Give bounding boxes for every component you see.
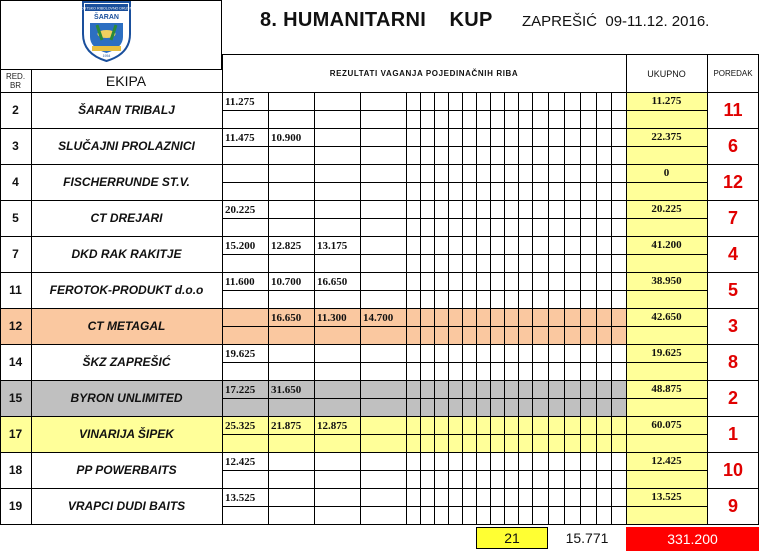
grid-line xyxy=(0,200,759,201)
fish-weight: 16.650 xyxy=(317,276,348,288)
grid-line xyxy=(626,92,627,524)
grid-line xyxy=(222,326,707,327)
grid-line xyxy=(0,272,759,273)
grid-line xyxy=(314,92,315,524)
fish-weight: 10.700 xyxy=(271,276,302,288)
team-place: 2 xyxy=(727,387,738,408)
team-place: 4 xyxy=(727,243,738,264)
grid-line xyxy=(222,54,759,55)
team-place: 3 xyxy=(727,315,738,336)
row-number: 2 xyxy=(12,103,19,117)
grid-line xyxy=(0,164,759,165)
grid-line xyxy=(0,308,759,309)
grid-line xyxy=(0,128,759,129)
grid-line xyxy=(0,380,759,381)
row-number: 18 xyxy=(8,463,23,477)
grid-line xyxy=(611,92,612,524)
team-total: 42.650 xyxy=(651,311,682,323)
fish-weight: 25.325 xyxy=(225,420,256,432)
team-name: CT DREJARI xyxy=(90,211,163,225)
row-number: 12 xyxy=(8,319,23,333)
grid-line xyxy=(0,488,759,489)
fish-weight: 14.700 xyxy=(363,312,394,324)
row-number: 11 xyxy=(9,283,22,297)
fish-weight: 21.875 xyxy=(271,420,302,432)
grid-line xyxy=(518,92,519,524)
team-place: 11 xyxy=(723,99,743,120)
grid-line xyxy=(0,416,759,417)
club-logo xyxy=(76,0,137,62)
logo-top-text: ŠPORTSKO RIBOLOVNO DRUŠTVO xyxy=(76,6,137,11)
row-number: 3 xyxy=(12,139,19,153)
grid-line xyxy=(476,92,477,524)
fish-weight: 31.650 xyxy=(271,384,302,396)
grid-line xyxy=(222,92,223,524)
grid-line xyxy=(448,92,449,524)
team-place: 1 xyxy=(727,423,738,444)
row-number: 5 xyxy=(12,211,19,225)
team-total: 13.525 xyxy=(651,491,682,503)
grid-line xyxy=(222,218,707,219)
team-name: VINARIJA ŠIPEK xyxy=(79,427,174,441)
fish-weight: 13.525 xyxy=(225,492,256,504)
team-total: 60.075 xyxy=(651,419,682,431)
logo-year: 1954 xyxy=(102,54,111,58)
grid-line xyxy=(707,54,708,524)
grid-line xyxy=(222,290,707,291)
row-number: 15 xyxy=(8,391,23,405)
fish-weight: 11.600 xyxy=(225,276,255,288)
fish-weight: 19.625 xyxy=(225,348,256,360)
fish-weight: 17.225 xyxy=(225,384,256,396)
row-number: 14 xyxy=(8,355,23,369)
header-ekipa: EKIPA xyxy=(105,73,147,89)
fish-weight: 11.300 xyxy=(317,312,347,324)
fish-weight: 20.225 xyxy=(225,204,256,216)
team-name: DKD RAK RAKITJE xyxy=(71,247,182,261)
grid-line xyxy=(434,92,435,524)
header-ukupno: UKUPNO xyxy=(647,68,686,79)
team-name: ŠKZ ZAPREŠIĆ xyxy=(82,355,171,369)
grid-line xyxy=(0,344,759,345)
header-poredak: POREDAK xyxy=(713,69,753,78)
grid-line xyxy=(0,92,759,93)
location-date: ZAPREŠIĆ 09-11.12. 2016. xyxy=(522,13,710,30)
grid-line xyxy=(268,92,269,524)
grid-line xyxy=(222,146,707,147)
fish-weight: 11.475 xyxy=(225,132,255,144)
grid-line xyxy=(360,92,361,524)
team-total: 20.225 xyxy=(651,203,682,215)
team-total: 48.875 xyxy=(651,383,682,395)
row-number: 19 xyxy=(8,499,23,513)
grid-line xyxy=(222,110,707,111)
team-name: FEROTOK-PRODUKT d.o.o xyxy=(49,283,204,297)
team-place: 9 xyxy=(727,495,738,516)
team-name: CT METAGAL xyxy=(87,319,166,333)
grid-line xyxy=(548,92,549,524)
fish-weight: 12.875 xyxy=(317,420,348,432)
grid-line xyxy=(490,92,491,524)
fish-weight: 11.275 xyxy=(225,96,255,108)
team-total: 19.625 xyxy=(651,347,682,359)
grid-line xyxy=(222,506,707,507)
grid-line xyxy=(222,254,707,255)
grid-line xyxy=(0,452,759,453)
team-total: 38.950 xyxy=(651,275,682,287)
team-place: 10 xyxy=(722,459,744,480)
team-total: 41.200 xyxy=(651,239,682,251)
team-place: 6 xyxy=(727,135,738,156)
team-total: 12.425 xyxy=(651,455,682,467)
team-name: FISCHERRUNDE ST.V. xyxy=(63,175,190,189)
team-place: 12 xyxy=(722,171,744,192)
grid-line xyxy=(222,470,707,471)
fish-weight: 16.650 xyxy=(271,312,302,324)
grid-line xyxy=(0,0,221,1)
average-weight: 15.771 xyxy=(565,530,609,546)
grid-line xyxy=(222,398,707,399)
fish-weight: 10.900 xyxy=(271,132,302,144)
fish-count: 21 xyxy=(476,527,548,549)
grid-line xyxy=(0,236,759,237)
team-total: 22.375 xyxy=(651,131,682,143)
team-place: 5 xyxy=(727,279,738,300)
team-total: 11.275 xyxy=(651,95,682,107)
grid-line xyxy=(0,524,759,525)
grid-line xyxy=(222,182,707,183)
team-name: VRAPCI DUDI BAITS xyxy=(67,499,186,513)
grid-line xyxy=(564,92,565,524)
header-red-br: RED. BR xyxy=(5,72,26,90)
row-number: 4 xyxy=(12,175,19,189)
team-name: PP POWERBAITS xyxy=(76,463,177,477)
header-rezultati: REZULTATI VAGANJA POJEDINAČNIH RIBA xyxy=(329,69,519,78)
page-title: 8. HUMANITARNI KUP xyxy=(260,9,493,31)
fish-weight: 12.825 xyxy=(271,240,302,252)
grand-total: 331.200 xyxy=(626,527,759,551)
fish-weight: 15.200 xyxy=(225,240,256,252)
logo-label: ŠARAN xyxy=(94,14,119,21)
grid-line xyxy=(0,69,221,70)
grid-line xyxy=(222,362,707,363)
team-place: 7 xyxy=(727,207,738,228)
team-total: 0 xyxy=(663,167,670,179)
team-name: BYRON UNLIMITED xyxy=(70,391,183,405)
grid-line xyxy=(420,92,421,524)
grid-line xyxy=(596,92,597,524)
grid-line xyxy=(580,92,581,524)
team-place: 8 xyxy=(727,351,738,372)
grid-line xyxy=(504,92,505,524)
grid-line xyxy=(406,92,407,524)
row-number: 17 xyxy=(8,427,23,441)
grid-line xyxy=(462,92,463,524)
grid-line xyxy=(222,434,707,435)
row-number: 7 xyxy=(12,247,19,261)
team-name: ŠARAN TRIBALJ xyxy=(78,103,175,117)
grid-line xyxy=(31,69,32,524)
fish-weight: 13.175 xyxy=(317,240,348,252)
grid-line xyxy=(532,92,533,524)
grid-line xyxy=(0,0,1,70)
fish-weight: 12.425 xyxy=(225,456,256,468)
grid-line xyxy=(0,69,1,524)
team-name: SLUČAJNI PROLAZNICI xyxy=(58,139,195,153)
